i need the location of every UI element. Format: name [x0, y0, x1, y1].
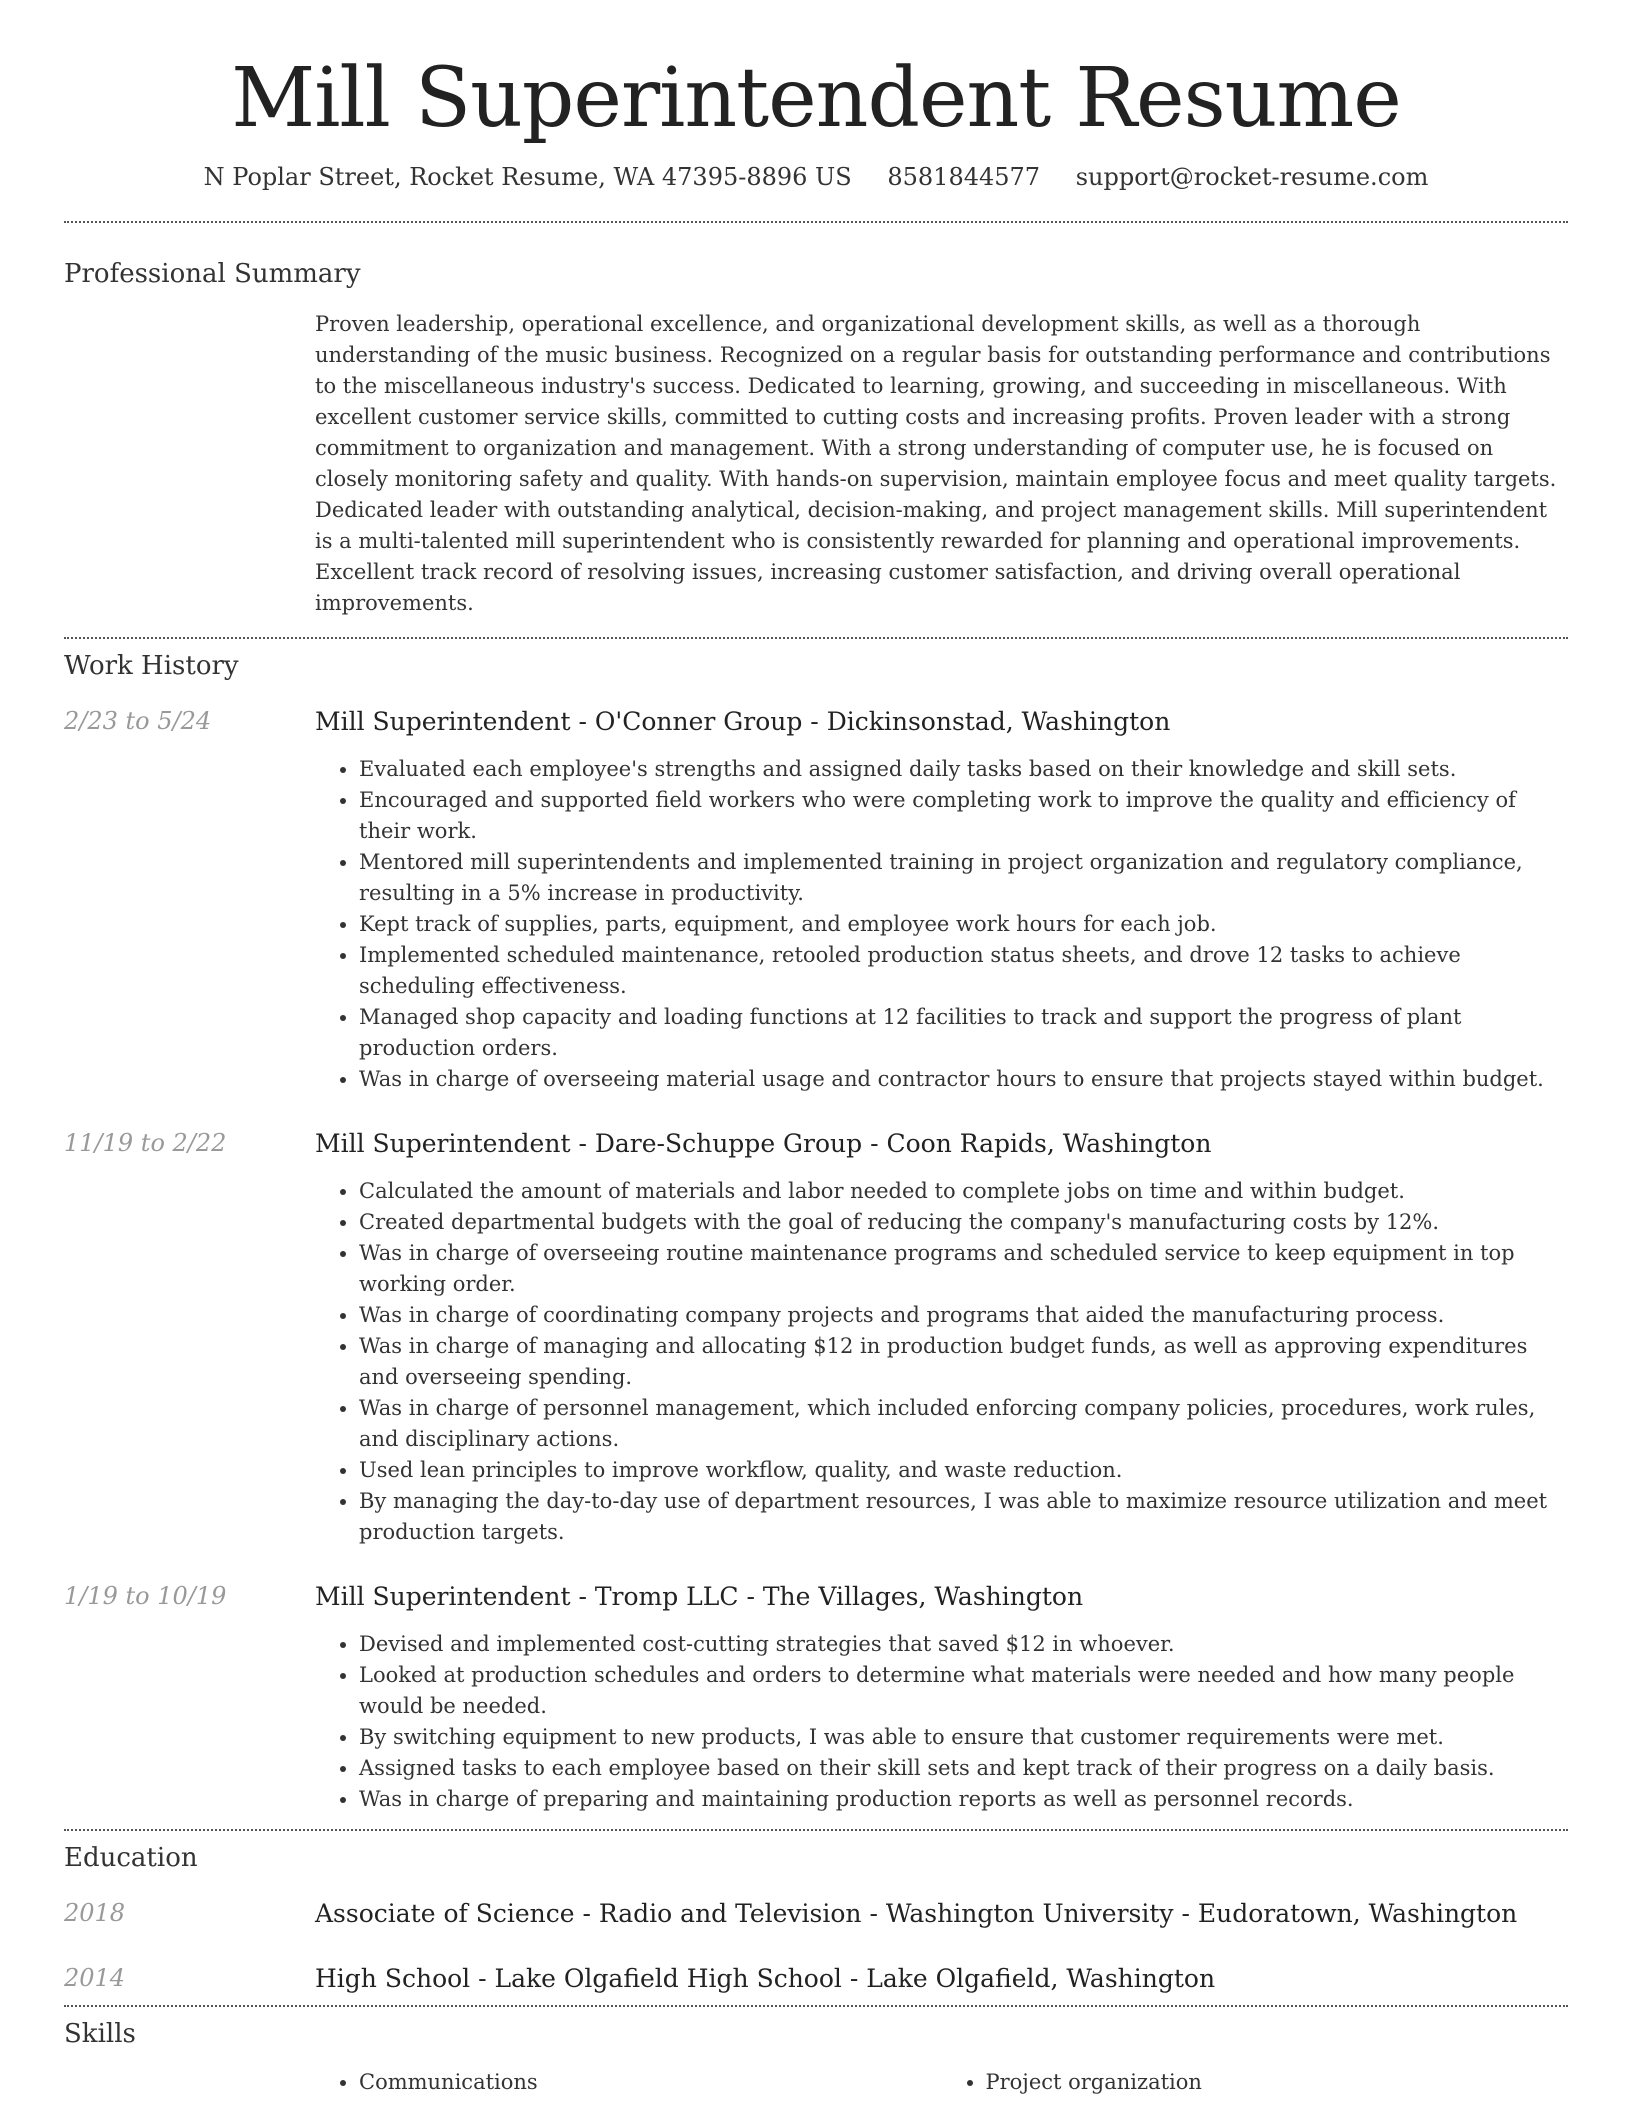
- job-title: Mill Superintendent - Tromp LLC - The Villages, Washington: [315, 1581, 1084, 1611]
- section-title-education: Education: [64, 1842, 198, 1873]
- education-title: Associate of Science - Radio and Television - Washington University - Eudoratown, Washington: [315, 1898, 1518, 1928]
- page-title: Mill Superintendent Resume: [231, 51, 1401, 146]
- list-item: • By managing the day-to-day use of department resources, I was able to maximize resource utilization and meet production targets.: [359, 1486, 1568, 1548]
- list-item: • Assigned tasks to each employee based on their skill sets and kept track of their progress on a daily basis.: [359, 1753, 1568, 1784]
- skills-list: [942, 2067, 1569, 2098]
- job-body: [315, 1582, 1568, 1815]
- list-item: • Calculated the amount of materials and labor needed to complete jobs on time and within budget.: [359, 1176, 1568, 1207]
- education-year: 2018: [64, 1898, 126, 1927]
- job-entry: [64, 707, 1568, 1095]
- section-title-work: Work History: [64, 650, 239, 681]
- list-item: • Looked at production schedules and orders to determine what materials were needed and how many people would be needed.: [359, 1660, 1568, 1722]
- education-entry: [64, 1964, 1568, 1993]
- job-bullets: [315, 1176, 1568, 1548]
- summary-section: [0, 223, 1632, 619]
- job-entry: [64, 1129, 1568, 1548]
- job-entry: [64, 1582, 1568, 1815]
- job-date: 1/19 to 10/19: [64, 1581, 227, 1610]
- work-history-section: [0, 639, 1632, 1815]
- list-item: • Was in charge of coordinating company projects and programs that aided the manufacturing process.: [359, 1300, 1568, 1331]
- resume-header: [0, 0, 1632, 191]
- job-date: 2/23 to 5/24: [64, 706, 212, 735]
- education-section: [0, 1831, 1632, 1993]
- list-item: • Encouraged and supported field workers who were completing work to improve the quality and efficiency of their work.: [359, 785, 1568, 847]
- skills-columns: [315, 2049, 1568, 2098]
- list-item: • Created departmental budgets with the goal of reducing the company's manufacturing costs by 12%.: [359, 1207, 1568, 1238]
- skills-list: [315, 2067, 942, 2098]
- contact-line: [0, 163, 1632, 191]
- job-body: [315, 707, 1568, 1095]
- job-date: 11/19 to 2/22: [64, 1128, 227, 1157]
- section-title-summary: Professional Summary: [64, 258, 361, 289]
- list-item: • Implemented scheduled maintenance, retooled production status sheets, and drove 12 tasks to achieve scheduling effectiveness.: [359, 940, 1568, 1002]
- contact-phone: 8581844577: [887, 162, 1041, 191]
- job-title: Mill Superintendent - O'Conner Group - Dickinsonstad, Washington: [315, 706, 1171, 736]
- skills-column-left: [315, 2049, 942, 2098]
- list-item: • Was in charge of managing and allocating $12 in production budget funds, as well as approving expenditures and overseeing spending.: [359, 1331, 1568, 1393]
- skill-item: • Communications: [359, 2067, 942, 2098]
- job-body: [315, 1129, 1568, 1548]
- contact-email[interactable]: support@rocket-resume.com: [1075, 162, 1429, 191]
- education-entry: [64, 1899, 1568, 1928]
- list-item: • Was in charge of personnel management, which included enforcing company policies, procedures, work rules, and disciplinary actions.: [359, 1393, 1568, 1455]
- summary-text: Proven leadership, operational excellence, and organizational development skills, as well as a thorough understanding of the music business. Recognized on a regular basis for outstanding performance and contributions to the miscellaneous industry's success. Dedicated to learning, growing, and succeeding in miscellaneous. With excellent customer service skills, committed to cutting costs and increasing profits. Proven leader with a strong commitment to organization and management. With a strong understanding of computer use, he is focused on closely monitoring safety and quality. With hands-on supervision, maintain employee focus and meet quality targets. Dedicated leader with outstanding analytical, decision-making, and project management skills. Mill superintendent is a multi-talented mill superintendent who is consistently rewarded for planning and operational improvements. Excellent track record of resolving issues, increasing customer satisfaction, and driving overall operational improvements.: [315, 311, 1557, 615]
- section-title-skills: Skills: [64, 2018, 136, 2049]
- education-year: 2014: [64, 1963, 126, 1992]
- list-item: • Used lean principles to improve workflow, quality, and waste reduction.: [359, 1455, 1568, 1486]
- list-item: • Was in charge of overseeing routine maintenance programs and scheduled service to keep equipment in top working order.: [359, 1238, 1568, 1300]
- list-item: • Was in charge of preparing and maintaining production reports as well as personnel records.: [359, 1784, 1568, 1815]
- list-item: • Managed shop capacity and loading functions at 12 facilities to track and support the progress of plant production orders.: [359, 1002, 1568, 1064]
- job-title: Mill Superintendent - Dare-Schuppe Group - Coon Rapids, Washington: [315, 1128, 1212, 1158]
- job-bullets: [315, 754, 1568, 1095]
- list-item: • Devised and implemented cost-cutting strategies that saved $12 in whoever.: [359, 1629, 1568, 1660]
- list-item: • Was in charge of overseeing material usage and contractor hours to ensure that projects stayed within budget.: [359, 1064, 1568, 1095]
- list-item: • Evaluated each employee's strengths and assigned daily tasks based on their knowledge and skill sets.: [359, 754, 1568, 785]
- education-title: High School - Lake Olgafield High School - Lake Olgafield, Washington: [315, 1963, 1216, 1993]
- skills-column-right: [942, 2049, 1569, 2098]
- list-item: • By switching equipment to new products, I was able to ensure that customer requirements were met.: [359, 1722, 1568, 1753]
- contact-address: N Poplar Street, Rocket Resume, WA 47395-8896 US: [203, 162, 852, 191]
- skill-item: • Project organization: [986, 2067, 1569, 2098]
- skills-section: [0, 2007, 1632, 2098]
- job-bullets: [315, 1629, 1568, 1815]
- list-item: • Mentored mill superintendents and implemented training in project organization and regulatory compliance, resulting in a 5% increase in productivity.: [359, 847, 1568, 909]
- list-item: • Kept track of supplies, parts, equipment, and employee work hours for each job.: [359, 909, 1568, 940]
